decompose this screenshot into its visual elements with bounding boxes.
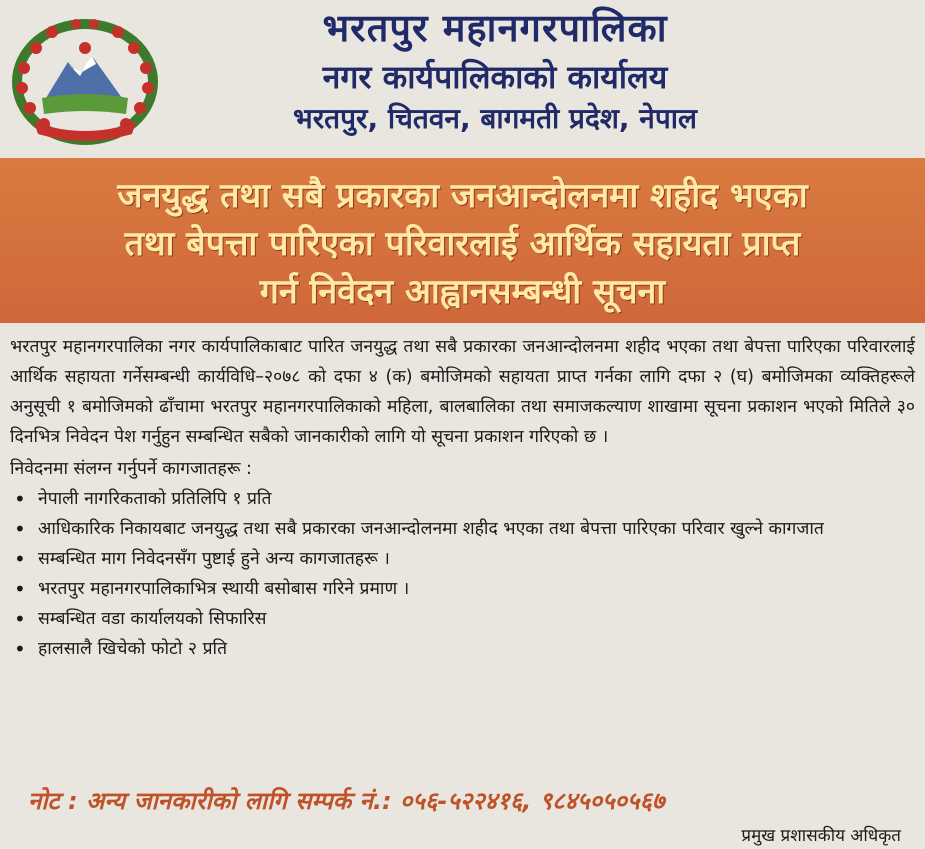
document-text: सम्बन्धित वडा कार्यालयको सिफारिस (38, 609, 267, 629)
document-text: हालसालै खिचेको फोटो २ प्रति (38, 639, 228, 659)
office-address: भरतपुर, चितवन, बागमती प्रदेश, नेपाल (293, 101, 697, 135)
document-text: भरतपुर महानगरपालिकाभित्र स्थायी बसोबास गरिने प्रमाण । (38, 579, 410, 599)
organization-name: भरतपुर महानगरपालिका (322, 6, 668, 50)
list-item (10, 604, 915, 634)
notice-title-banner (0, 158, 925, 323)
signature-title: प्रमुख प्रशासकीय अधिकृत (741, 826, 901, 846)
document-text: नेपाली नागरिकताको प्रतिलिपि १ प्रति (38, 489, 272, 509)
notice-paragraph: भरतपुर महानगरपालिका नगर कार्यपालिकाबाट पारित जनयुद्ध तथा सबै प्रकारका जनआन्दोलनमा शहीद भएका तथा बेपत्ता पारिएका परिवारलाई आर्थिक सहायता गर्नेसम्बन्धी कार्यविधि–२०७८ को दफा ४ (क) बमोजिमको सहायता प्राप्त गर्नका लागि दफा २ (घ) बमोजिमका व्यक्तिहरूले अनुसूची १ बमोजिमको ढाँचामा भरतपुर महानगरपालिकाको महिला, बालबालिका तथा समाजकल्याण शाखामा सूचना प्रकाशन भएको मितिले ३० दिनभित्र निवेदन पेश गर्नुहुन सम्बन्धित सबैको जानकारीको लागि यो सूचना प्रकाशन गरिएको छ । (10, 337, 915, 447)
documents-list (10, 484, 915, 664)
list-item (10, 634, 915, 664)
bullet-icon: • (14, 547, 26, 571)
list-item (10, 484, 915, 514)
document-text: आधिकारिक निकायबाट जनयुद्ध तथा सबै प्रकारका जनआन्दोलनमा शहीद भएका तथा बेपत्ता पारिएका परिवार खुल्ने कागजात (38, 519, 824, 539)
notice-header (0, 0, 925, 158)
bullet-icon: • (14, 607, 26, 631)
office-name: नगर कार्यपालिकाको कार्यालय (322, 57, 668, 96)
notice-title-line: गर्न निवेदन आह्वानसम्बन्धी सूचना (259, 272, 666, 312)
nepal-government-emblem-icon (10, 18, 160, 146)
notice-title-line: जनयुद्ध तथा सबै प्रकारका जनआन्दोलनमा शहीद भएका (117, 176, 808, 216)
bullet-icon: • (14, 577, 26, 601)
list-item (10, 574, 915, 604)
organization-info (170, 2, 820, 136)
notice-body (10, 332, 915, 664)
list-item (10, 514, 915, 544)
list-item (10, 544, 915, 574)
notice-title-line: तथा बेपत्ता पारिएका परिवारलाई आर्थिक सहायता प्राप्त (124, 224, 801, 264)
bullet-icon: • (14, 517, 26, 541)
bullet-icon: • (14, 487, 26, 511)
contact-note: नोट : अन्य जानकारीको लागि सम्पर्क नं.: ०५६-५२२४१६, ९८४५०५०५६७ (28, 787, 665, 815)
bullet-icon: • (14, 637, 26, 661)
documents-heading: निवेदनमा संलग्न गर्नुपर्ने कागजातहरू : (10, 459, 252, 479)
document-text: सम्बन्धित माग निवेदनसँग पुष्टाई हुने अन्य कागजातहरू । (38, 549, 390, 569)
